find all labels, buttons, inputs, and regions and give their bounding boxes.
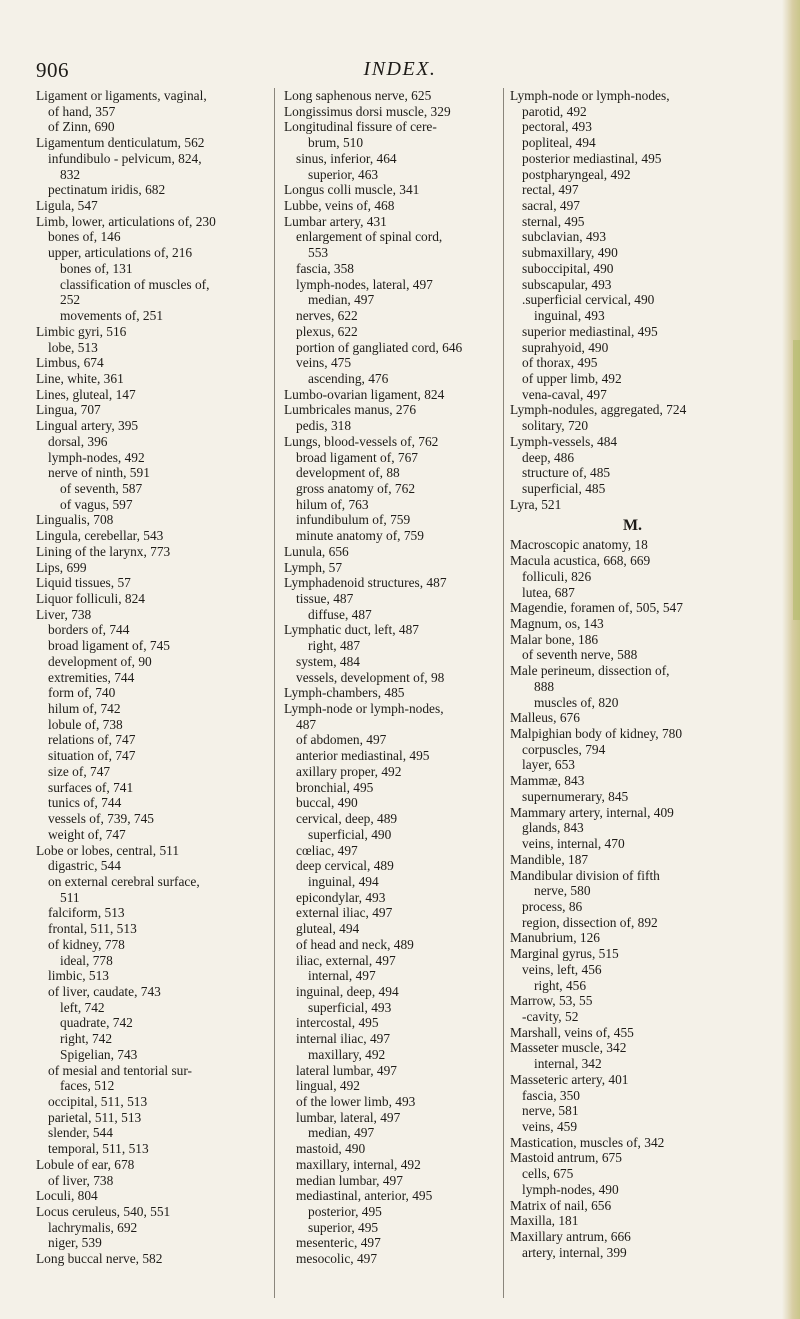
index-subentry: buccal, 490: [296, 795, 358, 811]
index-subentry: tissue, 487: [296, 591, 354, 606]
index-subentry: lingual, 492: [296, 1078, 360, 1094]
index-entry: Limbus, 674: [36, 355, 104, 371]
index-subentry: parotid, 492: [522, 103, 587, 119]
index-subentry: bronchial, 495: [296, 779, 374, 795]
index-entry: Lingula, cerebellar, 543: [36, 528, 164, 544]
index-subentry: mesenteric, 497: [296, 1235, 381, 1251]
index-subentry: cervical, deep, 489: [296, 811, 398, 827]
index-entry: Lymph-node or lymph-nodes,: [284, 701, 444, 717]
index-subentry: lutea, 687: [522, 584, 575, 600]
index-entry: Macula acustica, 668, 669: [510, 553, 651, 569]
index-subentry: extremities, 744: [48, 669, 135, 685]
index-subentry: lymph-nodes, lateral, 497: [296, 276, 433, 292]
index-subentry: weight of, 747: [48, 826, 126, 842]
index-subentry: of liver, 738: [48, 1172, 114, 1188]
index-subentry: parietal, 511, 513: [48, 1109, 142, 1125]
index-subentry: surfaces of, 741: [48, 779, 134, 795]
index-subentry: mesocolic, 497: [296, 1251, 378, 1267]
index-subentry: deep, 486: [522, 449, 575, 465]
index-entry: Masseter muscle, 342: [510, 1040, 627, 1056]
index-subentry: lobe, 513: [48, 339, 98, 355]
index-entry: Liquor folliculi, 824: [36, 591, 145, 606]
index-subentry: nerve of ninth, 591: [48, 465, 150, 481]
index-subentry: nerve, 581: [522, 1103, 579, 1119]
index-subentry: inguinal, 494: [308, 873, 379, 889]
index-entry: Lungs, blood-vessels of, 762: [284, 433, 439, 449]
index-entry: Lyra, 521: [510, 496, 562, 512]
index-subentry: external iliac, 497: [296, 905, 393, 921]
index-subentry: intercostal, 495: [296, 1015, 379, 1031]
index-subentry: mediastinal, anterior, 495: [296, 1188, 433, 1204]
index-subentry: vessels of, 739, 745: [48, 811, 155, 827]
index-subentry: maxillary, internal, 492: [296, 1156, 421, 1172]
index-subentry: axillary proper, 492: [296, 763, 402, 779]
index-entry: Marshall, veins of, 455: [510, 1024, 634, 1040]
index-subentry: pectoral, 493: [522, 119, 592, 135]
index-subentry: .superficial cervical, 490: [522, 292, 655, 308]
index-subentry: superficial, 485: [522, 480, 606, 496]
index-subentry: cells, 675: [522, 1166, 574, 1182]
index-entry: Male perineum, dissection of,: [510, 663, 670, 679]
index-entry: Lymph-chambers, 485: [284, 685, 405, 701]
index-entry: Long saphenous nerve, 625: [284, 88, 432, 103]
index-subentry: 832: [60, 166, 81, 182]
index-entry: Maxilla, 181: [510, 1213, 579, 1229]
index-entry: Lingualis, 708: [36, 512, 114, 528]
index-subentry: muscles of, 820: [534, 694, 619, 710]
index-entry: Ligula, 547: [36, 198, 98, 214]
index-subentry: situation of, 747: [48, 748, 136, 764]
index-entry: Maxillary antrum, 666: [510, 1229, 631, 1245]
index-subentry: dorsal, 396: [48, 433, 108, 449]
index-subentry: anterior mediastinal, 495: [296, 748, 430, 764]
index-subentry: movements of, 251: [60, 308, 164, 324]
index-subentry: broad ligament of, 745: [48, 638, 170, 654]
index-subentry: nerve, 580: [534, 883, 591, 899]
index-column-1: [36, 88, 281, 1267]
index-entry: Manubrium, 126: [510, 930, 601, 946]
index-entry: Lunula, 656: [284, 543, 349, 559]
index-subentry: ascending, 476: [308, 370, 389, 386]
index-entry: Marginal gyrus, 515: [510, 946, 619, 962]
index-entry: Ligamentum denticulatum, 562: [36, 135, 205, 151]
index-subentry: cœliac, 497: [296, 842, 358, 858]
index-subentry: 888: [534, 678, 555, 694]
index-subentry: solitary, 720: [522, 418, 589, 434]
index-entry: Malar bone, 186: [510, 631, 599, 647]
index-subentry: quadrate, 742: [60, 1015, 133, 1031]
index-subentry: posterior, 495: [308, 1204, 382, 1220]
index-subentry: region, dissection of, 892: [522, 914, 658, 930]
index-subentry: sinus, inferior, 464: [296, 150, 397, 166]
index-subentry: borders of, 744: [48, 622, 130, 638]
index-subentry: pectinatum iridis, 682: [48, 182, 166, 198]
index-subentry: superior, 495: [308, 1219, 379, 1235]
index-subentry: of mesial and tentorial sur-: [48, 1062, 193, 1078]
index-subentry: infundibulum of, 759: [296, 512, 411, 528]
index-entry: Lingual artery, 395: [36, 418, 139, 434]
index-entry: Lubbe, veins of, 468: [284, 198, 395, 214]
index-subentry: folliculi, 826: [522, 568, 592, 584]
index-subentry: minute anatomy of, 759: [296, 528, 424, 544]
index-subentry: corpuscles, 794: [522, 741, 606, 757]
index-subentry: lobule of, 738: [48, 716, 123, 732]
index-subentry: of hand, 357: [48, 103, 116, 119]
index-subentry: veins, left, 456: [522, 961, 602, 977]
index-subentry: artery, internal, 399: [522, 1244, 627, 1260]
index-subentry: internal, 342: [534, 1056, 602, 1072]
index-subentry: 553: [308, 245, 329, 261]
index-subentry: infundibulo - pelvicum, 824,: [48, 150, 202, 166]
index-subentry: veins, internal, 470: [522, 836, 625, 852]
index-subentry: right, 742: [60, 1031, 113, 1047]
index-subentry: of Zinn, 690: [48, 119, 115, 135]
index-subentry: sacral, 497: [522, 198, 581, 214]
index-subentry: of seventh, 587: [60, 480, 143, 496]
index-subentry: vessels, development of, 98: [296, 669, 445, 685]
index-subentry: lymph-nodes, 490: [522, 1181, 619, 1197]
index-subentry: faces, 512: [60, 1078, 115, 1094]
index-subentry: structure of, 485: [522, 465, 611, 481]
index-subentry: bones of, 131: [60, 260, 133, 276]
index-entry: Mastoid antrum, 675: [510, 1150, 622, 1166]
index-subentry: median, 497: [308, 292, 375, 308]
index-subentry: rectal, 497: [522, 182, 579, 198]
index-subentry: 487: [296, 716, 317, 732]
index-subentry: gluteal, 494: [296, 921, 360, 937]
index-entry: Lymph-nodules, aggregated, 724: [510, 402, 687, 418]
index-subentry: of kidney, 778: [48, 936, 125, 952]
index-subentry: sternal, 495: [522, 213, 585, 229]
index-entry: Malpighian body of kidney, 780: [510, 726, 683, 742]
index-subentry: popliteal, 494: [522, 135, 596, 151]
index-entry: Lymphadenoid structures, 487: [284, 575, 447, 591]
index-subentry: right, 456: [534, 977, 587, 993]
index-column-2: [284, 88, 529, 1267]
index-subentry: superficial, 490: [308, 826, 392, 842]
index-entry: Macroscopic anatomy, 18: [510, 537, 648, 553]
index-subentry: subclavian, 493: [522, 229, 607, 245]
index-subentry: falciform, 513: [48, 905, 125, 921]
index-subentry: classification of muscles of,: [60, 276, 210, 292]
column-divider: [274, 88, 275, 1298]
index-entry: Mandible, 187: [510, 851, 589, 867]
index-subentry: plexus, 622: [296, 323, 358, 339]
index-entry: Limbic gyri, 516: [36, 323, 127, 339]
index-subentry: layer, 653: [522, 757, 576, 773]
index-subentry: left, 742: [60, 999, 105, 1015]
index-entry: Long buccal nerve, 582: [36, 1251, 163, 1267]
index-subentry: veins, 459: [522, 1119, 578, 1134]
index-subentry: development of, 88: [296, 465, 400, 481]
index-entry: Lymph, 57: [284, 559, 343, 575]
index-subentry: lymph-nodes, 492: [48, 449, 145, 465]
index-entry: Ligament or ligaments, vaginal,: [36, 88, 207, 103]
index-subentry: upper, articulations of, 216: [48, 245, 193, 261]
index-subentry: 252: [60, 292, 81, 308]
index-subentry: internal iliac, 497: [296, 1031, 391, 1047]
index-subentry: deep cervical, 489: [296, 858, 394, 874]
index-entry: Lymphatic duct, left, 487: [284, 622, 419, 638]
index-subentry: fascia, 358: [296, 260, 355, 276]
index-entry: Lymph-vessels, 484: [510, 433, 618, 449]
index-subentry: brum, 510: [308, 135, 364, 151]
index-subentry: of vagus, 597: [60, 496, 133, 512]
index-entry: Lumbar artery, 431: [284, 213, 387, 229]
index-subentry: Spigelian, 743: [60, 1046, 138, 1062]
index-subentry: suprahyoid, 490: [522, 339, 609, 355]
index-subentry: submaxillary, 490: [522, 245, 618, 261]
index-entry: Lymph-node or lymph-nodes,: [510, 88, 670, 103]
index-subentry: frontal, 511, 513: [48, 921, 137, 937]
index-entry: Lobule of ear, 678: [36, 1156, 135, 1172]
index-column-3: [510, 88, 755, 1260]
page-number: 906: [36, 58, 69, 82]
index-subentry: size of, 747: [48, 763, 111, 779]
index-subentry: inguinal, deep, 494: [296, 983, 399, 999]
index-subentry: of liver, caudate, 743: [48, 983, 161, 999]
index-subentry: lumbar, lateral, 497: [296, 1109, 401, 1125]
index-subentry: superior, 463: [308, 166, 379, 182]
index-subentry: gross anatomy of, 762: [296, 480, 416, 496]
index-subentry: inguinal, 493: [534, 308, 605, 324]
index-entry: Limb, lower, articulations of, 230: [36, 213, 216, 229]
index-entry: Mastication, muscles of, 342: [510, 1134, 665, 1150]
index-entry: Longitudinal fissure of cere-: [284, 119, 437, 135]
index-entry: Locus ceruleus, 540, 551: [36, 1204, 171, 1220]
index-subentry: posterior mediastinal, 495: [522, 150, 662, 166]
index-entry: Lobe or lobes, central, 511: [36, 842, 180, 858]
index-subentry: epicondylar, 493: [296, 889, 386, 905]
index-subentry: portion of gangliated cord, 646: [296, 339, 463, 355]
page-edge-shading: [782, 0, 800, 1319]
index-subentry: median, 497: [308, 1125, 375, 1141]
index-subentry: hilum of, 763: [296, 496, 369, 512]
index-subentry: vena-caval, 497: [522, 386, 607, 402]
index-subentry: maxillary, 492: [308, 1046, 386, 1062]
index-subentry: median lumbar, 497: [296, 1172, 403, 1188]
index-subentry: suboccipital, 490: [522, 260, 614, 276]
index-subentry: subscapular, 493: [522, 276, 612, 292]
index-subentry: broad ligament of, 767: [296, 449, 418, 465]
index-subentry: -cavity, 52: [522, 1008, 579, 1024]
index-entry: Marrow, 53, 55: [510, 993, 593, 1009]
index-subentry: lateral lumbar, 497: [296, 1062, 397, 1078]
index-entry: Line, white, 361: [36, 370, 124, 386]
index-subentry: superficial, 493: [308, 999, 392, 1015]
index-entry: Magnum, os, 143: [510, 616, 604, 631]
index-subentry: fascia, 350: [522, 1087, 581, 1103]
index-subentry: lachrymalis, 692: [48, 1219, 138, 1235]
index-subentry: 511: [60, 889, 80, 905]
index-subentry: relations of, 747: [48, 732, 136, 748]
column-divider: [503, 88, 504, 1298]
index-entry: Longissimus dorsi muscle, 329: [284, 103, 451, 119]
index-subentry: slender, 544: [48, 1125, 113, 1141]
index-subentry: form of, 740: [48, 685, 116, 701]
index-subentry: tunics of, 744: [48, 795, 122, 811]
index-entry: Liver, 738: [36, 606, 92, 622]
index-subentry: limbic, 513: [48, 968, 109, 984]
index-entry: Lips, 699: [36, 559, 87, 575]
index-subentry: internal, 497: [308, 968, 376, 984]
index-entry: Mandibular division of fifth: [510, 867, 660, 883]
index-subentry: enlargement of spinal cord,: [296, 229, 443, 245]
index-subentry: iliac, external, 497: [296, 952, 396, 968]
index-entry: Lumbo-ovarian ligament, 824: [284, 386, 445, 402]
index-subentry: occipital, 511, 513: [48, 1094, 148, 1109]
index-subentry: process, 86: [522, 898, 583, 914]
index-subentry: veins, 475: [296, 355, 352, 371]
index-subentry: niger, 539: [48, 1235, 102, 1251]
index-entry: Matrix of nail, 656: [510, 1197, 612, 1213]
page-edge-stain: [793, 340, 800, 620]
index-subentry: digastric, 544: [48, 858, 121, 874]
index-subentry: right, 487: [308, 638, 361, 654]
index-subentry: superior mediastinal, 495: [522, 323, 658, 339]
index-entry: Lingua, 707: [36, 402, 101, 418]
index-entry: Magendie, foramen of, 505, 547: [510, 600, 683, 616]
index-entry: Loculi, 804: [36, 1188, 98, 1204]
index-subentry: of thorax, 495: [522, 355, 598, 371]
index-subentry: bones of, 146: [48, 229, 121, 245]
index-subentry: mastoid, 490: [296, 1141, 366, 1157]
index-subentry: supernumerary, 845: [522, 788, 629, 804]
index-entry: Mammary artery, internal, 409: [510, 804, 674, 820]
index-subentry: of upper limb, 492: [522, 370, 622, 386]
index-entry: Lumbricales manus, 276: [284, 402, 417, 418]
index-subentry: system, 484: [296, 653, 360, 669]
index-subentry: ideal, 778: [60, 952, 113, 968]
index-entry: Lines, gluteal, 147: [36, 386, 136, 402]
index-subentry: of abdomen, 497: [296, 732, 387, 748]
index-subentry: postpharyngeal, 492: [522, 166, 631, 182]
section-letter-heading: M.: [622, 517, 643, 535]
running-title: INDEX.: [363, 58, 437, 80]
index-subentry: of the lower limb, 493: [296, 1094, 416, 1109]
index-subentry: diffuse, 487: [308, 606, 372, 622]
index-entry: Lining of the larynx, 773: [36, 543, 171, 559]
index-entry: Longus colli muscle, 341: [284, 182, 420, 198]
index-subentry: temporal, 511, 513: [48, 1141, 149, 1157]
index-subentry: of head and neck, 489: [296, 936, 414, 952]
index-subentry: nerves, 622: [296, 308, 358, 324]
index-subentry: development of, 90: [48, 653, 152, 669]
page-header: [0, 58, 800, 88]
index-entry: Liquid tissues, 57: [36, 575, 131, 591]
index-entry: Mammæ, 843: [510, 773, 585, 789]
index-entry: Masseteric artery, 401: [510, 1071, 629, 1087]
index-subentry: pedis, 318: [296, 418, 352, 434]
index-subentry: hilum of, 742: [48, 701, 121, 717]
index-subentry: on external cerebral surface,: [48, 873, 200, 889]
index-subentry: glands, 843: [522, 820, 584, 836]
index-entry: Malleus, 676: [510, 710, 580, 726]
index-subentry: of seventh nerve, 588: [522, 647, 638, 663]
